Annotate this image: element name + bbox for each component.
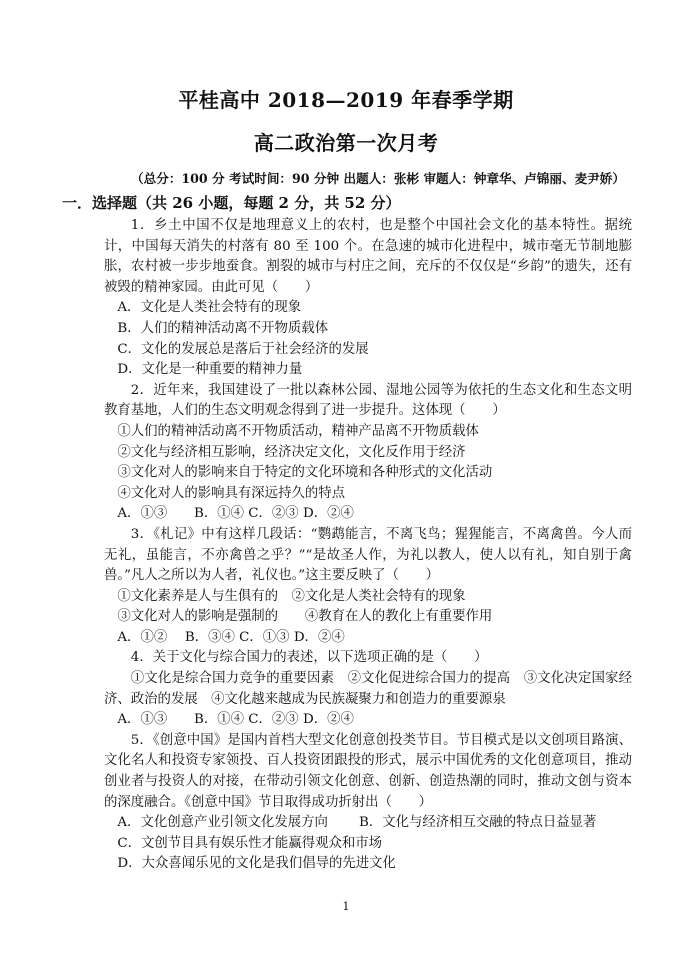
question-2-statement-2: ②文化与经济相互影响，经济决定文化，文化反作用于经济 [117,444,466,460]
exam-subtitle: 高二政治第一次月考 [253,131,439,155]
page-number: 1 [342,900,350,913]
question-1-option-d: D．文化是一种重要的精神力量 [117,362,303,378]
question-4-options: A．①③ B．①④ C．②③ D．②④ [117,712,354,728]
question-2-options: A．①③ B．①④ C．②③ D．②④ [117,506,354,522]
question-3-statements-line-1: ①文化素养是人与生俱有的 ②文化是人类社会特有的现象 [117,588,466,604]
question-1-option-b: B．人们的精神活动离不开物质载体 [117,320,329,336]
question-1-option-c: C．文化的发展总是落后于社会经济的发展 [117,341,369,357]
exam-info: （总分：100 分 考试时间：90 分钟 出题人：张彬 审题人：钟章华、卢锦丽、麦尹娇） [131,171,625,186]
exam-title: 平桂高中 2018—2019 年春季学期 [178,88,514,112]
question-2-statement-4: ④文化对人的影响具有深远持久的特点 [117,485,346,501]
question-5-option-c: C．文创节目具有娱乐性才能赢得观众和市场 [117,835,383,851]
question-1-option-a: A．文化是人类社会特有的现象 [117,300,302,316]
questions-body [104,216,632,875]
section-heading: 一．选择题（共 26 小题，每题 2 分，共 52 分） [62,194,401,212]
question-3-statements-line-2: ③文化对人的影响是强制的 ④教育在人的教化上有重要作用 [117,609,493,625]
question-4-stem: 4．关于文化与综合国力的表述，以下选项正确的是（ ） [130,650,488,666]
question-3-options: A．①② B．③④ C．①③ D．②④ [117,629,345,645]
question-2-stem: 2．近年来，我国建设了一批以森林公园、湿地公园等为依托的生态文化和生态文明教育基地，人们的生态文明观念得到了进一步提升。这体现（ ） [104,382,632,419]
question-5-options-ab: A．文化创意产业引领文化发展方向 B．文化与经济相互交融的特点日益显著 [117,815,597,831]
question-5-stem: 5．《创意中国》是国内首档大型文化创意创投类节目。节目模式是以文创项目路演、文化名人和投资专家领投、百人投资团跟投的形式，展示中国优秀的文化创意项目，推动创业者与投资人的对接，在带动引领文化创意、创新、创造热潮的同时，推动文创与资本的深度融合。《创意中国》节目取得成功折射出（ ） [104,732,632,810]
question-3-stem: 3．《札记》中有这样几段话：“鹦鹉能言，不离飞鸟；猩猩能言，不离禽兽。今人而无礼，虽能言，不亦禽兽之乎？”“是故圣人作，为礼以教人，使人以有礼，知自别于禽兽。”凡人之所以为人者，礼仪也。”这主要反映了（ ） [104,526,632,584]
question-2-statement-3: ③文化对人的影响来自于特定的文化环境和各种形式的文化活动 [117,465,493,481]
question-4-statements: ①文化是综合国力竞争的重要因素 ②文化促进综合国力的提高 ③文化决定国家经济、政治的发展 ④文化越来越成为民族凝聚力和创造力的重要源泉 [104,671,632,707]
question-1-stem: 1．乡土中国不仅是地理意义上的农村，也是整个中国社会文化的基本特性。据统计，中国每天消失的村落有 80 至 100 个。在急速的城市化进程中，城市毫无节制地膨胀，农村被一步步地蚕食。割裂的城市与村庄之间，充斥的不仅仅是“乡韵”的遗失，还有被毁的精神家园。由此可见（ ） [104,218,632,295]
question-2-statement-1: ①人们的精神活动离不开物质活动，精神产品离不开物质载体 [117,423,479,439]
question-5-option-d: D．大众喜闻乐见的文化是我们倡导的先进文化 [117,856,396,872]
